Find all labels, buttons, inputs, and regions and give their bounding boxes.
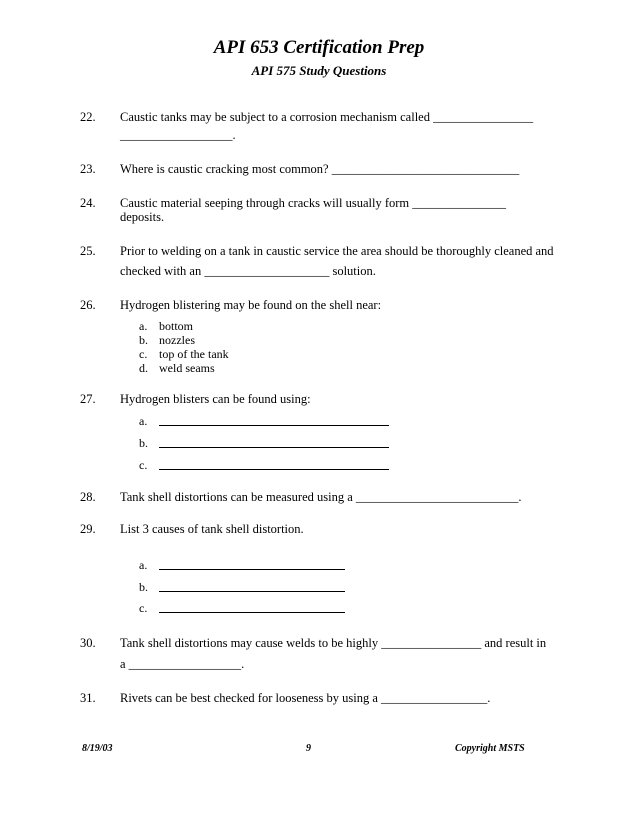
answer-blank <box>159 425 389 426</box>
footer-copyright: Copyright MSTS <box>455 743 525 754</box>
option-text: weld seams <box>159 361 215 375</box>
option-letter: b. <box>139 436 148 450</box>
question-number: 26. <box>80 298 96 312</box>
option-letter: d. <box>139 361 148 375</box>
page-subtitle: API 575 Study Questions <box>251 63 387 78</box>
question-text: Tank shell distortions can be measured using a __________________________. <box>120 490 522 504</box>
question-text-cont: __________________. <box>120 128 236 142</box>
option-letter: a. <box>139 319 148 333</box>
footer-page-number: 9 <box>306 743 311 754</box>
answer-blank <box>159 447 389 448</box>
question-text-cont: deposits. <box>120 210 165 224</box>
question-number: 24. <box>80 196 96 210</box>
question-number: 31. <box>80 691 96 705</box>
option-text: top of the tank <box>159 347 229 361</box>
option-text: nozzles <box>159 333 195 347</box>
question-text: Tank shell distortions may cause welds to be highly ________________ and result in <box>120 636 547 650</box>
question-text: Where is caustic cracking most common? ______________________________ <box>120 162 520 176</box>
question-number: 30. <box>80 636 96 650</box>
question-number: 25. <box>80 244 96 258</box>
question-text: Caustic material seeping through cracks will usually form _______________ <box>120 196 507 210</box>
option-letter: a. <box>139 414 148 428</box>
answer-blank <box>159 569 345 570</box>
question-number: 29. <box>80 522 96 536</box>
option-letter: b. <box>139 333 148 347</box>
option-letter: b. <box>139 580 148 594</box>
question-text: Rivets can be best checked for looseness by using a _________________. <box>120 691 491 705</box>
question-text: Hydrogen blistering may be found on the shell near: <box>120 298 382 312</box>
question-text: List 3 causes of tank shell distortion. <box>120 522 304 536</box>
question-text-cont: a __________________. <box>120 657 245 671</box>
question-text-cont: checked with an ____________________ solution. <box>120 264 376 278</box>
question-text: Prior to welding on a tank in caustic service the area should be thoroughly cleaned and <box>120 244 554 258</box>
footer-date: 8/19/03 <box>82 743 113 754</box>
page-title: API 653 Certification Prep <box>213 37 425 58</box>
option-letter: a. <box>139 558 148 572</box>
option-text: bottom <box>159 319 194 333</box>
option-letter: c. <box>139 458 148 472</box>
question-number: 22. <box>80 110 96 124</box>
question-number: 28. <box>80 490 96 504</box>
answer-blank <box>159 469 389 470</box>
option-letter: c. <box>139 601 148 615</box>
question-text: Hydrogen blisters can be found using: <box>120 392 311 406</box>
question-text: Caustic tanks may be subject to a corrosion mechanism called ________________ <box>120 110 534 124</box>
answer-blank <box>159 591 345 592</box>
answer-blank <box>159 612 345 613</box>
option-letter: c. <box>139 347 148 361</box>
question-number: 23. <box>80 162 96 176</box>
question-number: 27. <box>80 392 96 406</box>
